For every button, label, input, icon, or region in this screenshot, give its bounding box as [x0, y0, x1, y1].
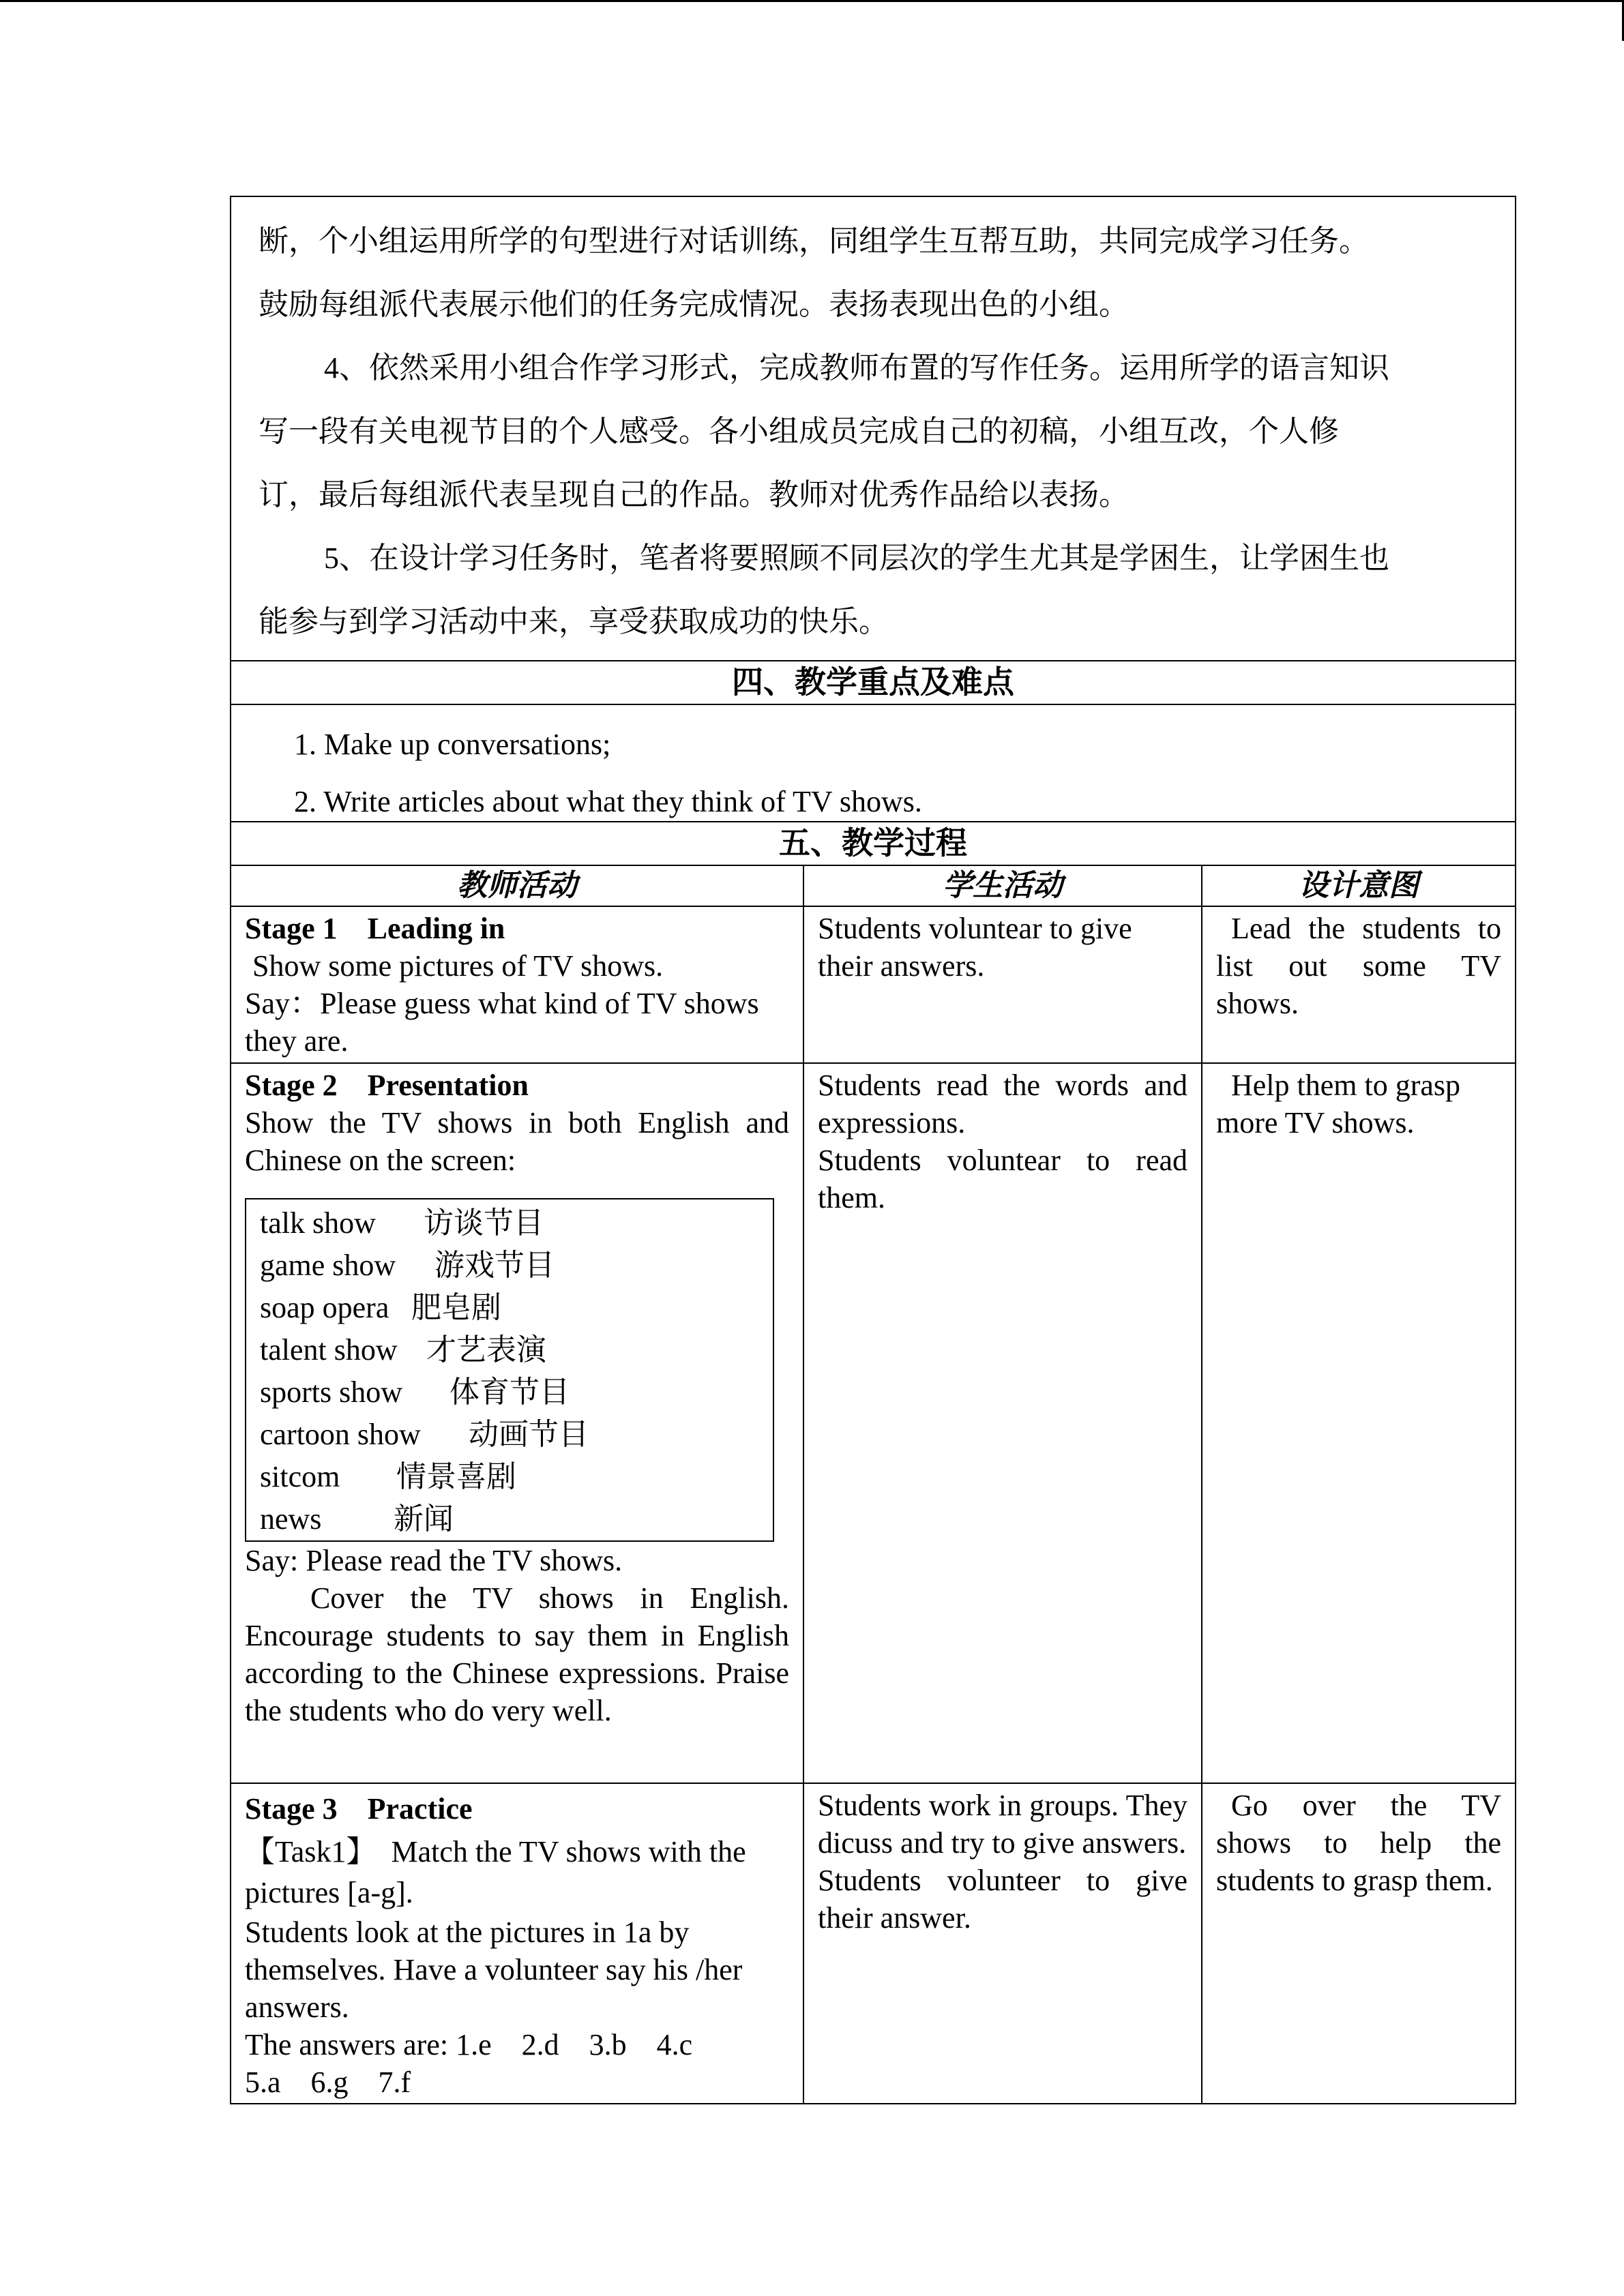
lesson-plan-table: [230, 196, 1516, 2104]
stage2-student-text: Students read the words and expressions.: [818, 1069, 1187, 1139]
tv-show-zh: 才艺表演: [426, 1333, 546, 1367]
stage3-design-text: Go over the TV shows to help the students to grasp them.: [1216, 1789, 1501, 1897]
intro-line: 断，个小组运用所学的句型进行对话训练，同组学生互帮互助，共同完成学习任务。: [259, 224, 1369, 258]
tv-show-en: news: [260, 1502, 322, 1536]
tv-show-en: cartoon show: [260, 1418, 421, 1451]
stage1-design: [1202, 907, 1515, 1062]
key-points: [231, 705, 1515, 822]
tv-show-zh: 访谈节目: [424, 1206, 544, 1240]
stage2-teacher-text: Cover the TV shows in English. Encourage students to say them in English according to the Chinese expressions. Praise the students who do very well.: [245, 1581, 789, 1727]
tv-show-zh: 动画节目: [469, 1418, 589, 1451]
stage2-design: [1202, 1064, 1515, 1783]
stage3-teacher-text: 【Task1】 Match the TV shows with the pictures [a-g].: [245, 1835, 754, 1909]
intro-line: 写一段有关电视节目的个人感受。各小组成员完成自己的初稿，小组互改，个人修: [259, 415, 1339, 448]
stage3-design: [1202, 1784, 1515, 2103]
tv-show-item: [260, 1456, 773, 1498]
intro-line: 订，最后每组派代表呈现自己的作品。教师对优秀作品给以表扬。: [259, 478, 1129, 511]
tv-shows-box: [245, 1198, 774, 1542]
tv-show-item: [260, 1414, 773, 1456]
tv-show-zh: 体育节目: [449, 1375, 570, 1409]
student-activity-header: 学生活动: [804, 866, 1202, 906]
stage3-student-text: Students work in groups. They dicuss and try to give answers.: [818, 1789, 1187, 1860]
stage1-teacher-text: Say：Please guess what kind of TV shows they are.: [245, 987, 759, 1058]
stage2-student-text: Students voluntear to read them.: [818, 1144, 1187, 1214]
intro-line: 鼓励每组派代表展示他们的任务完成情况。表扬表现出色的小组。: [259, 288, 1129, 321]
key-point-item: 1. Make up conversations;: [294, 728, 611, 761]
intro-line: 4、依然采用小组合作学习形式，完成教师布置的写作任务。运用所学的语言知识: [324, 351, 1389, 385]
stage3-title: Stage 3 Practice: [245, 1792, 473, 1825]
stage2-teacher-text: Show the TV shows in both English and Chinese on the screen:: [245, 1106, 789, 1177]
page-top-border: [0, 0, 1624, 2]
key-point-item: 2. Write articles about what they think of TV shows.: [294, 785, 922, 818]
tv-show-item: [260, 1498, 773, 1540]
stage1-design-text: Lead the students to list out some TV shows.: [1216, 912, 1501, 1020]
stage1-row: [231, 907, 1515, 1064]
tv-show-en: soap opera: [260, 1291, 389, 1324]
stage2-teacher: [231, 1064, 804, 1783]
tv-show-en: talent show: [260, 1333, 398, 1367]
stage2-student: [804, 1064, 1202, 1783]
intro-line: 能参与到学习活动中来，享受获取成功的快乐。: [259, 605, 889, 638]
tv-show-zh: 游戏节目: [434, 1249, 555, 1282]
tv-show-item: [260, 1202, 773, 1244]
stage3-teacher-text: Students look at the pictures in 1a by themselves. Have a volunteer say his /her answers.: [245, 1915, 743, 2024]
stage2-title: Stage 2 Presentation: [245, 1069, 529, 1102]
stage3-teacher-text: The answers are: 1.e 2.d 3.b 4.c: [245, 2028, 693, 2061]
tv-show-zh: 肥皂剧: [411, 1291, 501, 1324]
tv-show-en: talk show: [260, 1206, 376, 1240]
stage2-row: [231, 1064, 1515, 1784]
stage2-design-text: Help them to grasp more TV shows.: [1216, 1069, 1461, 1139]
process-column-headers: [231, 866, 1515, 907]
intro-line: 5、在设计学习任务时，笔者将要照顾不同层次的学生尤其是学困生，让学困生也: [324, 541, 1389, 575]
teacher-activity-header: 教师活动: [231, 866, 804, 906]
tv-show-item: [260, 1244, 773, 1287]
stage1-student: [804, 907, 1202, 1062]
tv-show-zh: 情景喜剧: [396, 1460, 516, 1493]
stage1-teacher-text: Show some pictures of TV shows.: [245, 949, 664, 983]
stage3-teacher-text: 5.a 6.g 7.f: [245, 2066, 411, 2099]
tv-show-item: [260, 1329, 773, 1371]
tv-show-en: sitcom: [260, 1460, 340, 1493]
intro-section: [231, 197, 1515, 661]
tv-show-item: [260, 1287, 773, 1329]
section5-heading: 五、教学过程: [231, 822, 1515, 866]
stage3-student: [804, 1784, 1202, 2103]
tv-show-zh: 新闻: [394, 1502, 454, 1536]
stage3-teacher: [231, 1784, 804, 2103]
tv-show-en: game show: [260, 1249, 396, 1282]
section4-heading: 四、教学重点及难点: [231, 661, 1515, 705]
stage3-row: [231, 1784, 1515, 2103]
tv-show-item: [260, 1371, 773, 1414]
stage1-title: Stage 1 Leading in: [245, 912, 505, 945]
stage1-teacher: [231, 907, 804, 1062]
tv-show-en: sports show: [260, 1375, 403, 1409]
stage1-student-text: Students voluntear to give their answers.: [818, 912, 1132, 983]
design-intent-header: 设计意图: [1299, 869, 1419, 902]
stage2-teacher-text: Say: Please read the TV shows.: [245, 1544, 623, 1577]
stage3-student-text: Students volunteer to give their answer.: [818, 1864, 1187, 1935]
